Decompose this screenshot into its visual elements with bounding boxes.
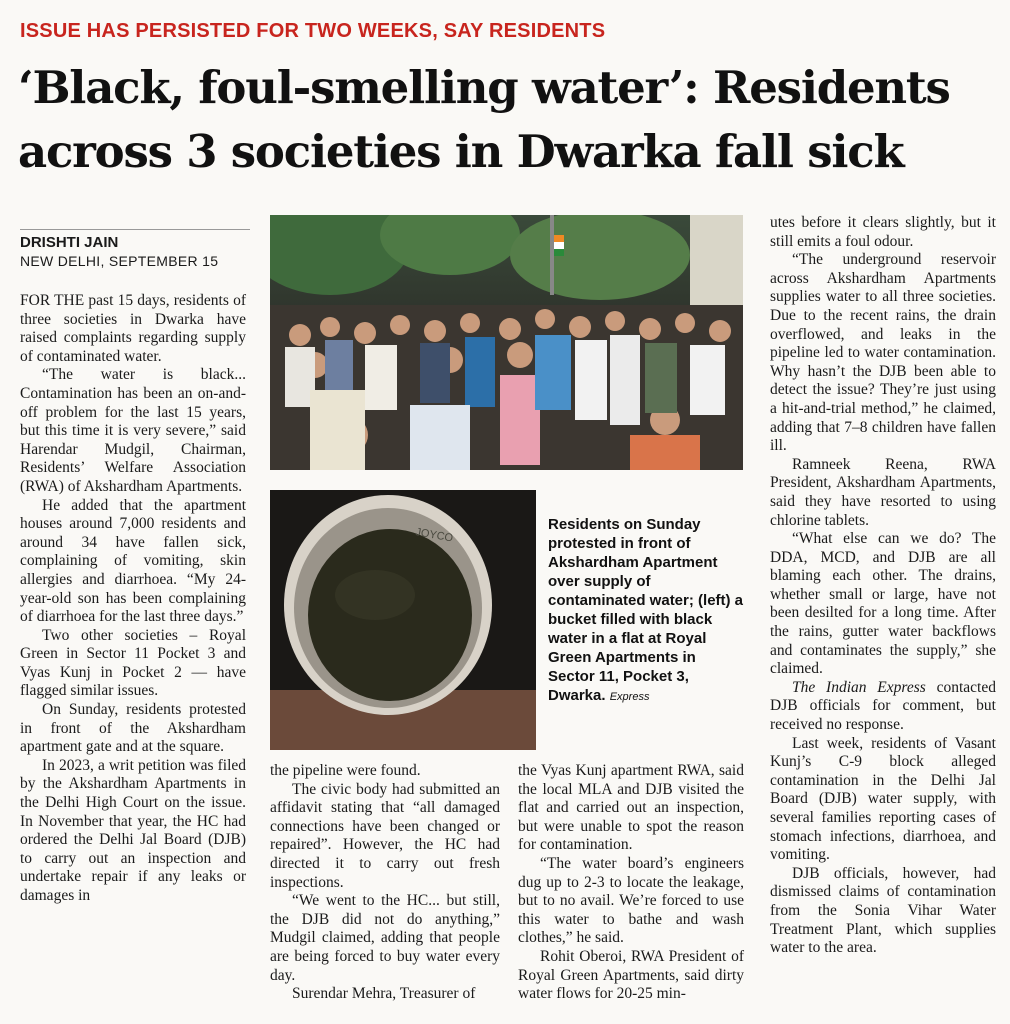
paragraph: “We went to the HC... but still, the DJB did not do anything,” Mudgil claimed, adding that people are being forced to buy water every day. <box>270 892 500 984</box>
paragraph: Last week, residents of Vasant Kunj’s C-9 block alleged contamination in the Delhi Jal Board (DJB) water supply, with several families reporting cases of stomach infections, diarrhoea, and vomiting. <box>770 734 996 864</box>
column-4 <box>770 214 996 958</box>
photo-caption <box>548 515 744 707</box>
svg-text:JOYCO: JOYCO <box>414 526 454 545</box>
author: DRISHTI JAIN <box>20 234 119 251</box>
paragraph <box>770 679 996 735</box>
caption-text: Residents on Sunday protested in front of Akshardham Apartment over supply of contaminated water; (left) a bucket filled with black water in a flat at Royal Green Apartments in Sector 11, Pocket 3, Dwarka. <box>548 516 744 704</box>
headline-line-1: ‘Black, foul-smelling water’: Residents <box>18 61 950 114</box>
paragraph: “The underground reservoir across Akshardham Apartments supplies water to all three societies. Due to the recent rains, the drain overflowed, and leaks in the pipeline led to water contamination. Why hasn’t the DJB been able to detect the issue? They’re just using a hit-and-trial method,” he claimed, adding that 7–8 children have fallen ill. <box>770 251 996 455</box>
paragraph: “The water board’s engineers dug up to 2-3 to locate the leakage, but to no avail. We’re forced to use this water to bathe and wash clothes,” he said. <box>518 854 744 947</box>
photo-credit: Express <box>609 691 650 703</box>
kicker: ISSUE HAS PERSISTED FOR TWO WEEKS, SAY RESIDENTS <box>20 20 606 42</box>
paragraph: “What else can we do? The DDA, MCD, and DJB are all blaming each other. The drains, whether small or large, have not been desilted for a long time. After the rains, gutter water backflows and contaminates the supply,” she claimed. <box>770 530 996 678</box>
paragraph: In 2023, a writ petition was filed by the Akshardham Apartments in the Delhi High Court on the issue. In November that year, the HC had ordered the Delhi Jal Board (DJB) to carry out an inspection and undertake repair if any leaks or damages in <box>20 756 246 904</box>
paragraph: He added that the apartment houses around 7,000 residents and around 34 have fallen sick, complaining of vomiting, skin allergies and diarrhoea. “My 24-year-old son has been complaining of diarrhoea for the last three days.” <box>20 496 246 626</box>
paragraph: Rohit Oberoi, RWA President of Royal Green Apartments, said dirty water flows for 20-25 min- <box>518 947 744 1003</box>
publication-name: The Indian Express <box>792 678 926 696</box>
paragraph: Ramneek Reena, RWA President, Akshardham Apartments, said they have resorted to using chlorine tablets. <box>770 455 996 529</box>
protest-photo <box>270 215 743 470</box>
bucket-photo <box>270 490 536 750</box>
bucket-photo-image <box>270 490 536 750</box>
dateline: NEW DELHI, SEPTEMBER 15 <box>20 253 219 269</box>
column-2 <box>270 762 500 1004</box>
column-3 <box>518 762 744 1004</box>
paragraph: The civic body had submitted an affidavit stating that “all damaged connections have been changed or repaired”. However, the HC had directed it to carry out fresh inspections. <box>270 780 500 891</box>
headline <box>18 56 998 184</box>
paragraph: the pipeline were found. <box>270 762 421 779</box>
column-1 <box>20 292 246 906</box>
byline <box>20 229 250 269</box>
headline-line-2: across 3 societies in Dwarka fall sick <box>18 125 904 178</box>
paragraph: On Sunday, residents protested in front of the Akshardham apartment gate and at the square. <box>20 701 246 756</box>
paragraph: Surendar Mehra, Treasurer of <box>292 985 476 1003</box>
paragraph: utes before it clears slightly, but it still emits a foul odour. <box>770 214 996 250</box>
paragraph: DJB officials, however, had dismissed claims of contamination from the Sonia Vihar Water Treatment Plant, which supplies water to the area. <box>770 864 996 957</box>
paragraph: Two other societies – Royal Green in Sector 11 Pocket 3 and Vyas Kunj in Pocket 2 — have flagged similar issues. <box>20 626 246 700</box>
paragraph: “The water is black... Contamination has been an on-and-off problem for the last 15 years, but this time it is very severe,” said Harendar Mudgil, Chairman, Residents’ Welfare Association (RWA) of Akshardham Apartments. <box>20 366 246 495</box>
paragraph-text: contacted DJB officials for comment, but received no response. <box>770 678 996 734</box>
paragraph: FOR THE past 15 days, residents of three societies in Dwarka have raised complaints regarding supply of contaminated water. <box>20 292 246 365</box>
paragraph: the Vyas Kunj apartment RWA, said the local MLA and DJB visited the flat and carried out an inspection, but were unable to spot the reason for contamination. <box>518 762 744 854</box>
protest-photo-image <box>270 215 743 470</box>
